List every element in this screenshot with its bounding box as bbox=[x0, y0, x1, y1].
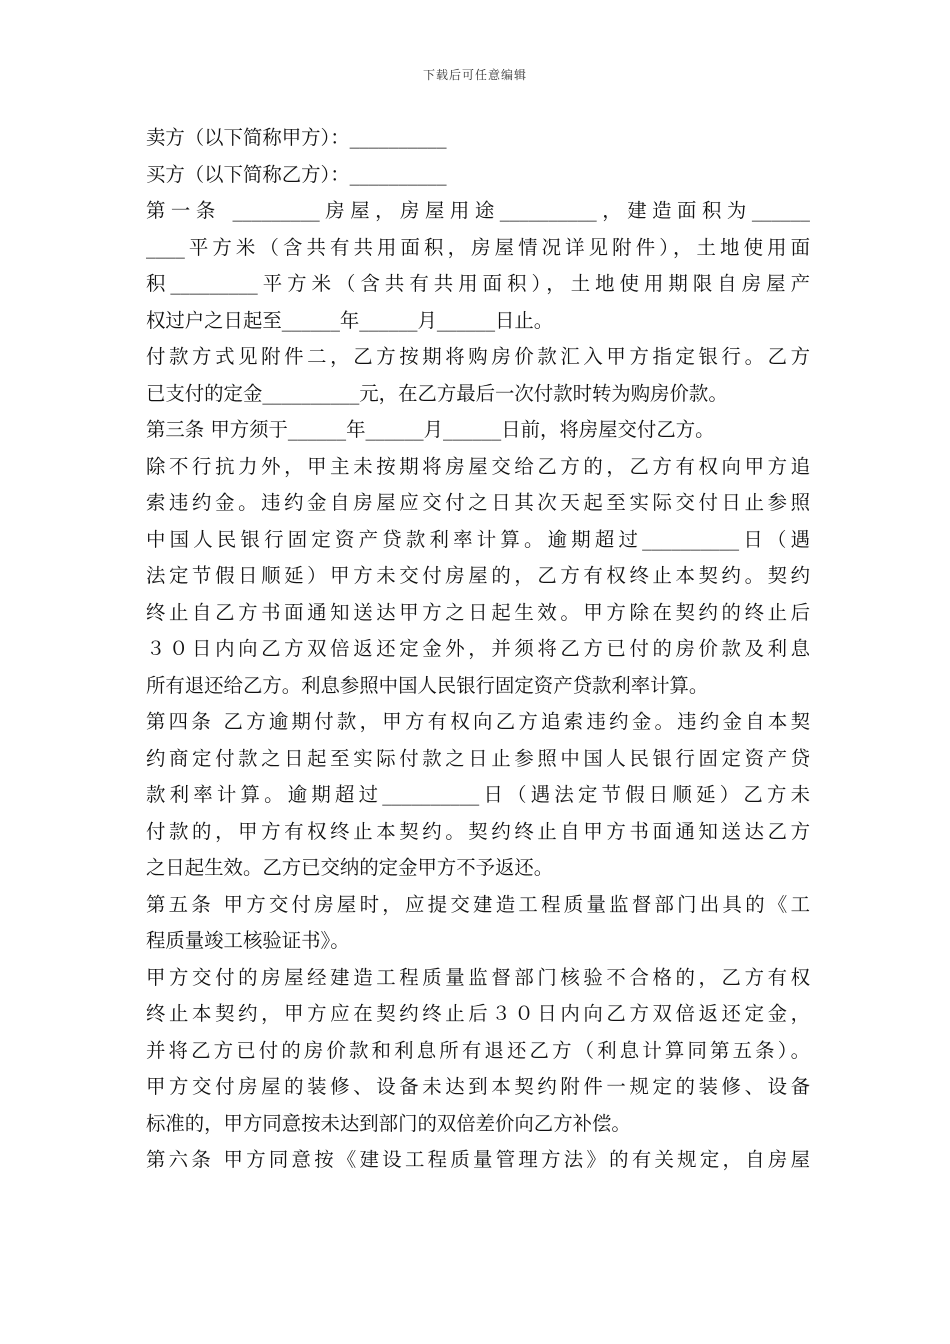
text-line: ３０日内向乙方双倍返还定金外，并须将乙方已付的房价款及利息 bbox=[146, 637, 810, 660]
text-line: 付款方式见附件二，乙方按期将购房价款汇入甲方指定银行。乙方 bbox=[146, 345, 810, 368]
text-line: 第一条 _________房屋，房屋用途__________，建造面积为______ bbox=[146, 199, 810, 222]
text-line: 付款的，甲方有权终止本契约。契约终止自甲方书面通知送达乙方 bbox=[146, 819, 810, 843]
text-line: 卖方（以下简称甲方）：__________ bbox=[146, 126, 447, 149]
text-line: 第三条 甲方须于______年______月______日前，将房屋交付乙方。 bbox=[146, 418, 715, 441]
text-line: 第四条 乙方逾期付款，甲方有权向乙方追索违约金。违约金自本契 bbox=[146, 710, 810, 733]
text-line: 索违约金。违约金自房屋应交付之日其次天起至实际交付日止参照 bbox=[146, 491, 810, 514]
text-line: 买方（以下简称乙方）：__________ bbox=[146, 162, 447, 186]
text-line: 甲方交付的房屋经建造工程质量监督部门核验不合格的，乙方有权 bbox=[146, 965, 810, 989]
text-line: 积_________平方米（含共有共用面积），土地使用期限自房屋产 bbox=[146, 272, 810, 295]
text-line: 终止本契约，甲方应在契约终止后３０日内向乙方双倍返还定金， bbox=[146, 1002, 810, 1025]
text-line: 第六条 甲方同意按《建设工程质量管理方法》的有关规定，自房屋 bbox=[146, 1148, 810, 1171]
text-line: 已支付的定金__________元，在乙方最后一次付款时转为购房价款。 bbox=[146, 381, 728, 405]
page-header: 下载后可任意编辑 bbox=[422, 68, 527, 82]
text-line: 标准的，甲方同意按未达到部门的双倍差价向乙方补偿。 bbox=[146, 1111, 631, 1135]
document-body bbox=[146, 120, 810, 1179]
text-line: 第五条 甲方交付房屋时，应提交建造工程质量监督部门出具的《工 bbox=[146, 892, 810, 916]
text-line: ____平方米（含共有共用面积，房屋情况详见附件），土地使用面 bbox=[146, 235, 810, 259]
text-line: 甲方交付房屋的装修、设备未达到本契约附件一规定的装修、设备 bbox=[146, 1075, 810, 1098]
text-line: 法定节假日顺延）甲方未交付房屋的，乙方有权终止本契约。契约 bbox=[146, 564, 810, 587]
text-line: 并将乙方已付的房价款和利息所有退还乙方（利息计算同第五条）。 bbox=[146, 1038, 810, 1062]
text-line: 之日起生效。乙方已交纳的定金甲方不予返还。 bbox=[146, 856, 554, 879]
text-line: 约商定付款之日起至实际付款之日止参照中国人民银行固定资产贷 bbox=[146, 746, 810, 770]
text-line: 权过户之日起至______年______月______日止。 bbox=[146, 308, 554, 332]
text-line: 程质量竣工核验证书》。 bbox=[146, 929, 350, 952]
text-line: 除不行抗力外，甲主未按期将房屋交给乙方的，乙方有权向甲方追 bbox=[146, 454, 810, 478]
text-line: 中国人民银行固定资产贷款利率计算。逾期超过__________日（遇 bbox=[146, 527, 810, 551]
text-line: 所有退还给乙方。利息参照中国人民银行固定资产贷款利率计算。 bbox=[146, 673, 709, 697]
text-line: 款利率计算。逾期超过__________日（遇法定节假日顺延）乙方未 bbox=[146, 783, 810, 806]
text-line: 终止自乙方书面通知送达甲方之日起生效。甲方除在契约的终止后 bbox=[146, 600, 810, 624]
